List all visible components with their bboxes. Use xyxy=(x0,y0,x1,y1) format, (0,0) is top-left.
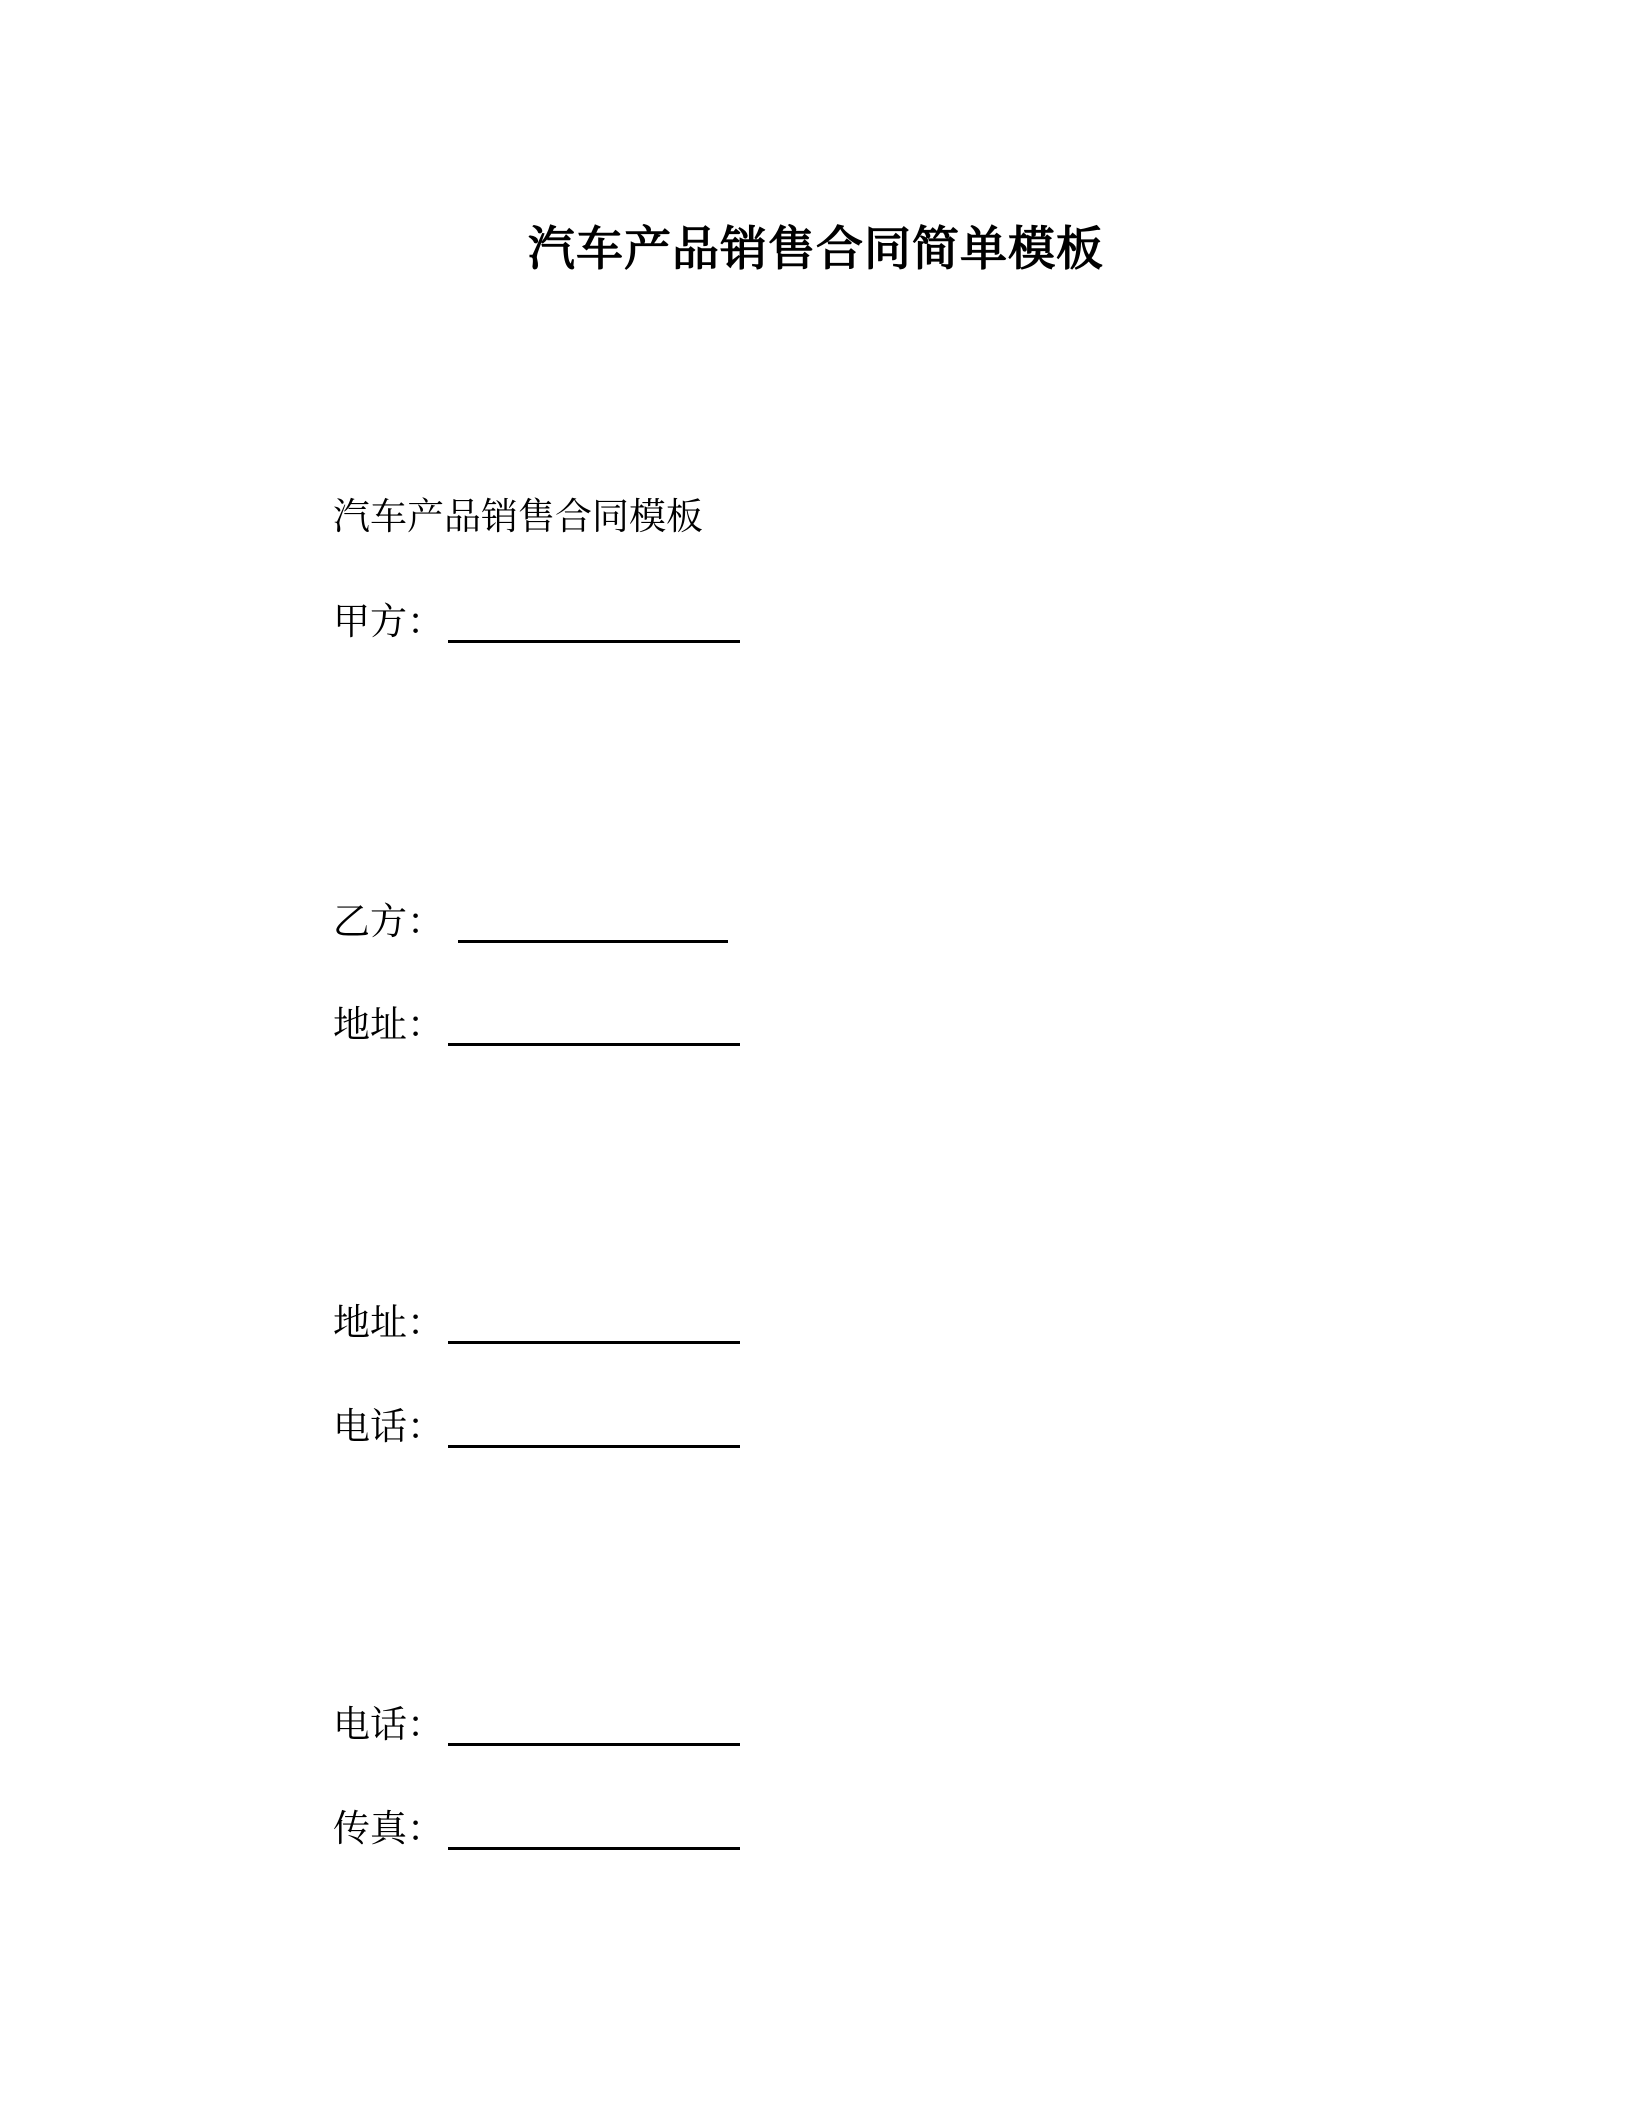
party-a-blank[interactable] xyxy=(448,597,740,647)
party-b-blank[interactable] xyxy=(458,897,728,947)
phone-blank-1[interactable] xyxy=(448,1402,740,1452)
party-b-label: 乙方： xyxy=(333,900,444,943)
address-field-1 xyxy=(333,1000,740,1050)
phone-blank-2[interactable] xyxy=(448,1700,740,1750)
address-blank-1[interactable] xyxy=(448,1000,740,1050)
phone-field-2 xyxy=(333,1700,740,1750)
address-label-1: 地址： xyxy=(333,1003,444,1046)
fax-blank[interactable] xyxy=(448,1804,740,1854)
document-title: 汽车产品销售合同简单模板 xyxy=(528,222,1104,277)
document-subtitle: 汽车产品销售合同模板 xyxy=(333,495,703,538)
fax-label: 传真： xyxy=(333,1807,444,1850)
fax-field xyxy=(333,1804,740,1854)
phone-label-1: 电话： xyxy=(333,1405,444,1448)
phone-field-1 xyxy=(333,1402,740,1452)
party-a-field xyxy=(333,597,740,647)
phone-label-2: 电话： xyxy=(333,1703,444,1746)
address-field-2 xyxy=(333,1298,740,1348)
address-label-2: 地址： xyxy=(333,1301,444,1344)
address-blank-2[interactable] xyxy=(448,1298,740,1348)
party-b-field xyxy=(333,897,728,947)
party-a-label: 甲方： xyxy=(333,600,444,643)
